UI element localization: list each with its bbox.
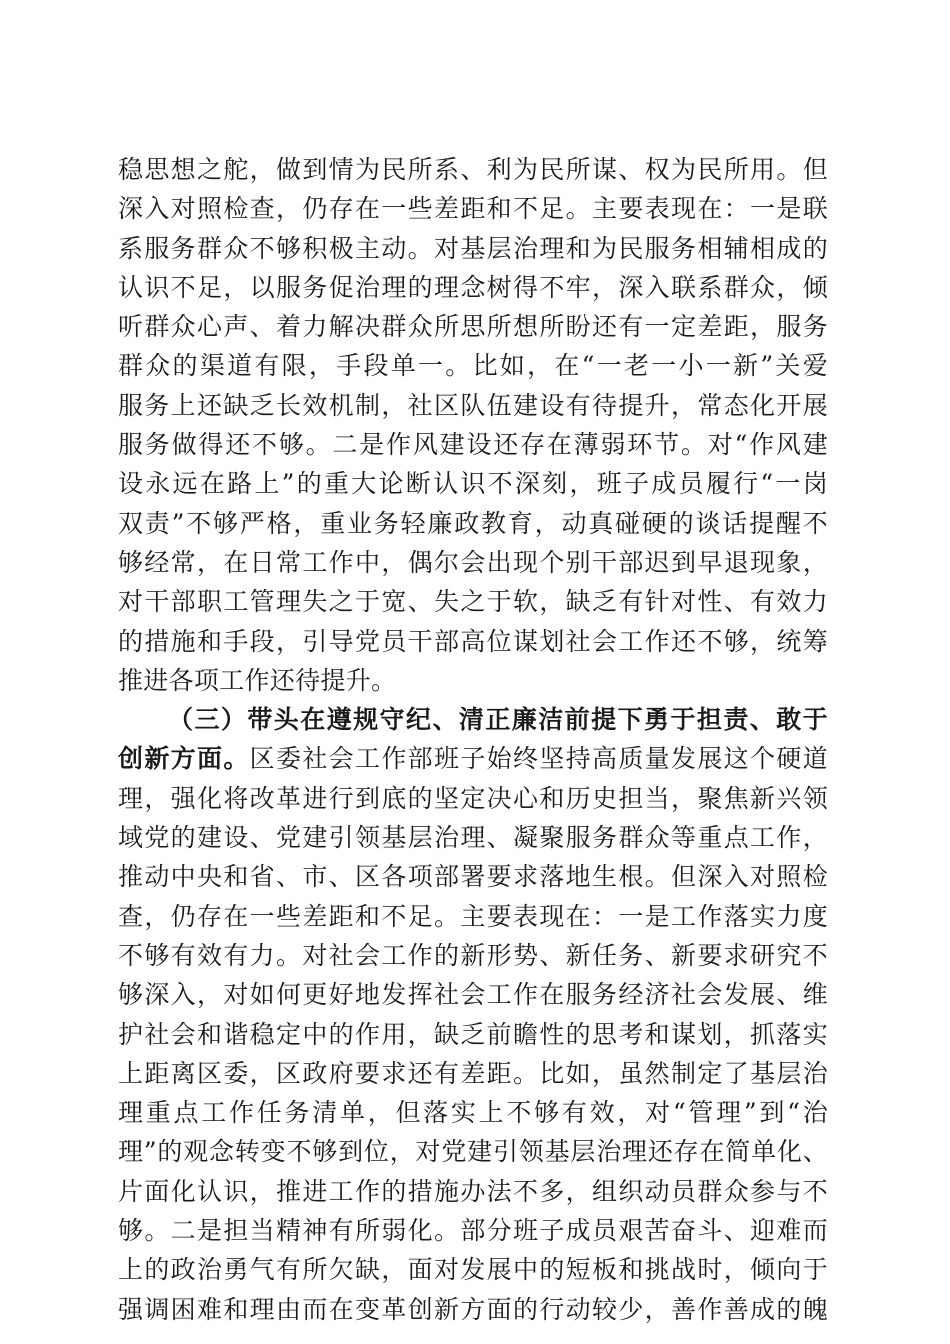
text-line: 双责”不够严格，重业务轻廉政教育，动真碰硬的谈话提醒不 (118, 508, 828, 538)
text-line: 认识不足，以服务促治理的理念树得不牢，深入联系群众，倾 (118, 272, 828, 302)
text-line: 够深入，对如何更好地发挥社会工作在服务经济社会发展、维 (118, 980, 828, 1010)
text-line: 推进各项工作还待提升。 (118, 665, 397, 695)
text-line: 够经常，在日常工作中，偶尔会出现个别干部迟到早退现象， (118, 547, 828, 577)
text-line: 设永远在路上”的重大论断认识不深刻，班子成员履行“一岗 (118, 469, 828, 499)
text-line: 对干部职工管理失之于宽、失之于软，缺乏有针对性、有效力 (118, 587, 828, 617)
text-line: 护社会和谐稳定中的作用，缺乏前瞻性的思考和谋划，抓落实 (118, 1019, 828, 1049)
section-heading-continued: 创新方面。 (118, 744, 250, 774)
body-text (118, 150, 828, 1329)
text-segment: 区委社会工作部班子始终坚持高质量发展这个硬道 (249, 744, 828, 774)
text-line: 强调困难和理由而在变革创新方面的行动较少，善作善成的魄 (118, 1294, 828, 1324)
text-line: 域党的建设、党建引领基层治理、凝聚服务群众等重点工作， (118, 823, 828, 853)
text-line: 理，强化将改革进行到底的坚定决心和历史担当，聚焦新兴领 (118, 783, 828, 813)
section-heading: （三）带头在遵规守纪、清正廉洁前提下勇于担责、敢于 (168, 705, 828, 735)
text-line: 理重点工作任务清单，但落实上不够有效，对“管理”到“治 (118, 1098, 828, 1128)
text-line: 群众的渠道有限，手段单一。比如，在“一老一小一新”关爱 (118, 351, 828, 381)
text-line: 的措施和手段，引导党员干部高位谋划社会工作还不够，统筹 (118, 626, 828, 656)
text-line: 听群众心声、着力解决群众所思所想所盼还有一定差距，服务 (118, 312, 828, 342)
text-line: 深入对照检查，仍存在一些差距和不足。主要表现在：一是联 (118, 194, 828, 224)
text-line: 理”的观念转变不够到位，对党建引领基层治理还存在简单化、 (118, 1137, 828, 1167)
text-line: 片面化认识，推进工作的措施办法不多，组织动员群众参与不 (118, 1176, 828, 1206)
text-line: 服务上还缺乏长效机制，社区队伍建设有待提升，常态化开展 (118, 390, 828, 420)
text-line (118, 739, 828, 778)
text-line: 服务做得还不够。二是作风建设还存在薄弱环节。对“作风建 (118, 430, 828, 460)
text-line: 够。二是担当精神有所弱化。部分班子成员艰苦奋斗、迎难而 (118, 1216, 828, 1246)
text-line: 稳思想之舵，做到情为民所系、利为民所谋、权为民所用。但 (118, 155, 828, 184)
text-line: 系服务群众不够积极主动。对基层治理和为民服务相辅相成的 (118, 233, 828, 263)
text-line: 上的政治勇气有所欠缺，面对发展中的短板和挑战时，倾向于 (118, 1255, 828, 1285)
text-line: 查，仍存在一些差距和不足。主要表现在：一是工作落实力度 (118, 901, 828, 931)
text-line: 上距离区委，区政府要求还有差距。比如，虽然制定了基层治 (118, 1058, 828, 1088)
text-line: 推动中央和省、市、区各项部署要求落地生根。但深入对照检 (118, 862, 828, 892)
text-line: 不够有效有力。对社会工作的新形势、新任务、新要求研究不 (118, 940, 828, 970)
